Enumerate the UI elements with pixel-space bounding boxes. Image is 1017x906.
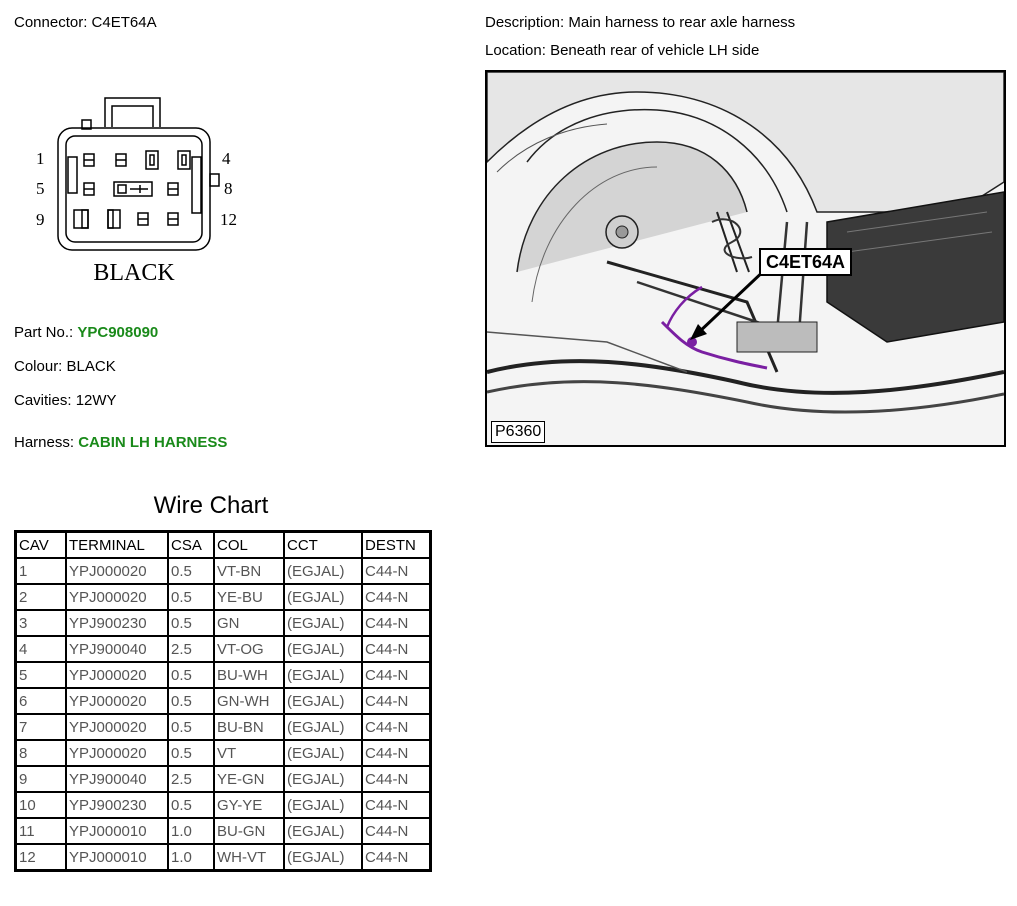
- pin-label-12: 12: [220, 210, 237, 229]
- cell-terminal: YPJ900230: [66, 610, 168, 636]
- cell-destn: C44-N: [362, 818, 431, 844]
- cell-terminal: YPJ000020: [66, 740, 168, 766]
- cell-csa: 2.5: [168, 636, 214, 662]
- cell-col: BU-GN: [214, 818, 284, 844]
- connector-heading: [14, 14, 157, 31]
- cell-cav: 2: [16, 584, 67, 610]
- cell-destn: C44-N: [362, 714, 431, 740]
- cell-csa: 0.5: [168, 610, 214, 636]
- column-header-csa: CSA: [168, 532, 214, 559]
- description-value: Main harness to rear axle harness: [568, 14, 796, 31]
- cell-cct: (EGJAL): [284, 584, 362, 610]
- cell-cct: (EGJAL): [284, 818, 362, 844]
- cell-cav: 3: [16, 610, 67, 636]
- column-header-col: COL: [214, 532, 284, 559]
- cell-csa: 0.5: [168, 688, 214, 714]
- location-illustration: [485, 70, 1006, 447]
- column-header-cct: CCT: [284, 532, 362, 559]
- cell-col: GN: [214, 610, 284, 636]
- pin-label-5: 5: [36, 179, 45, 198]
- cell-cct: (EGJAL): [284, 766, 362, 792]
- cell-col: WH-VT: [214, 844, 284, 871]
- connector-id: C4ET64A: [91, 14, 157, 31]
- connector-latch: [105, 98, 160, 127]
- table-row: [16, 714, 431, 740]
- cell-cct: (EGJAL): [284, 844, 362, 871]
- connector-label: Connector:: [14, 14, 88, 31]
- description-line: [485, 14, 795, 31]
- pin-label-8: 8: [224, 179, 233, 198]
- cell-csa: 1.0: [168, 818, 214, 844]
- cell-cav: 6: [16, 688, 67, 714]
- cell-terminal: YPJ000020: [66, 662, 168, 688]
- cell-cct: (EGJAL): [284, 610, 362, 636]
- cell-col: GY-YE: [214, 792, 284, 818]
- column-header-cav: CAV: [16, 532, 67, 559]
- cell-csa: 1.0: [168, 844, 214, 871]
- cell-csa: 2.5: [168, 766, 214, 792]
- cell-cav: 5: [16, 662, 67, 688]
- cell-destn: C44-N: [362, 792, 431, 818]
- table-row: [16, 636, 431, 662]
- table-row: [16, 766, 431, 792]
- cell-destn: C44-N: [362, 740, 431, 766]
- cell-col: BU-BN: [214, 714, 284, 740]
- cell-terminal: YPJ900230: [66, 792, 168, 818]
- cell-col: VT-BN: [214, 558, 284, 584]
- cell-col: VT-OG: [214, 636, 284, 662]
- photo-reference-code: P6360: [491, 421, 545, 443]
- table-row: [16, 792, 431, 818]
- cavities-label: Cavities:: [14, 392, 72, 409]
- cell-terminal: YPJ900040: [66, 766, 168, 792]
- underbody-drawing: [487, 72, 1004, 445]
- location-value: Beneath rear of vehicle LH side: [550, 42, 760, 59]
- cell-cct: (EGJAL): [284, 688, 362, 714]
- cell-cav: 8: [16, 740, 67, 766]
- connector-callout-label: C4ET64A: [759, 248, 852, 276]
- pin-label-1: 1: [36, 149, 45, 168]
- table-row: [16, 584, 431, 610]
- cell-cct: (EGJAL): [284, 662, 362, 688]
- cell-terminal: YPJ900040: [66, 636, 168, 662]
- table-row: [16, 558, 431, 584]
- part-number-label: Part No.:: [14, 324, 74, 341]
- wire-chart-title: Wire Chart: [153, 492, 269, 519]
- wire-chart-table: [14, 530, 432, 872]
- cell-terminal: YPJ000010: [66, 844, 168, 871]
- colour-line: [14, 358, 116, 375]
- cell-csa: 0.5: [168, 792, 214, 818]
- cell-cct: (EGJAL): [284, 740, 362, 766]
- pin-label-9: 9: [36, 210, 45, 229]
- table-row: [16, 662, 431, 688]
- part-number-link[interactable]: YPC908090: [77, 324, 159, 341]
- wire-chart-header-row: [16, 532, 431, 559]
- cell-col: YE-GN: [214, 766, 284, 792]
- harness-link[interactable]: CABIN LH HARNESS: [78, 434, 228, 451]
- cell-destn: C44-N: [362, 610, 431, 636]
- cell-destn: C44-N: [362, 636, 431, 662]
- description-label: Description:: [485, 14, 565, 31]
- cell-cav: 7: [16, 714, 67, 740]
- cell-cct: (EGJAL): [284, 558, 362, 584]
- connector-colour-caption: BLACK: [93, 260, 175, 286]
- cell-terminal: YPJ000020: [66, 584, 168, 610]
- cell-col: YE-BU: [214, 584, 284, 610]
- cell-destn: C44-N: [362, 558, 431, 584]
- pin-label-4: 4: [222, 149, 231, 168]
- cell-destn: C44-N: [362, 844, 431, 871]
- table-row: [16, 688, 431, 714]
- location-line: [485, 42, 759, 59]
- cell-destn: C44-N: [362, 766, 431, 792]
- cell-cav: 11: [16, 818, 67, 844]
- cell-destn: C44-N: [362, 688, 431, 714]
- cell-csa: 0.5: [168, 714, 214, 740]
- cell-csa: 0.5: [168, 584, 214, 610]
- colour-label: Colour:: [14, 358, 63, 375]
- cell-csa: 0.5: [168, 558, 214, 584]
- table-row: [16, 844, 431, 871]
- harness-line: [14, 434, 227, 451]
- cell-col: GN-WH: [214, 688, 284, 714]
- cell-cav: 4: [16, 636, 67, 662]
- part-number-line: [14, 324, 158, 341]
- cell-destn: C44-N: [362, 584, 431, 610]
- cell-cav: 1: [16, 558, 67, 584]
- cavities-line: [14, 392, 117, 409]
- cell-csa: 0.5: [168, 740, 214, 766]
- colour-value: BLACK: [66, 358, 116, 375]
- cell-destn: C44-N: [362, 662, 431, 688]
- cell-terminal: YPJ000020: [66, 558, 168, 584]
- cell-terminal: YPJ000010: [66, 818, 168, 844]
- cell-cct: (EGJAL): [284, 636, 362, 662]
- harness-label: Harness:: [14, 434, 75, 451]
- cell-cav: 12: [16, 844, 67, 871]
- column-header-destn: DESTN: [362, 532, 431, 559]
- cell-cct: (EGJAL): [284, 792, 362, 818]
- location-label: Location:: [485, 42, 546, 59]
- cell-cct: (EGJAL): [284, 714, 362, 740]
- cell-terminal: YPJ000020: [66, 688, 168, 714]
- table-row: [16, 740, 431, 766]
- cell-csa: 0.5: [168, 662, 214, 688]
- wire-chart-body: [16, 558, 431, 871]
- table-row: [16, 818, 431, 844]
- cavities-value: 12WY: [75, 392, 117, 409]
- cell-cav: 10: [16, 792, 67, 818]
- column-header-terminal: TERMINAL: [66, 532, 168, 559]
- cell-col: BU-WH: [214, 662, 284, 688]
- cell-col: VT: [214, 740, 284, 766]
- cell-terminal: YPJ000020: [66, 714, 168, 740]
- table-row: [16, 610, 431, 636]
- connector-face-diagram: [30, 92, 250, 297]
- cell-cav: 9: [16, 766, 67, 792]
